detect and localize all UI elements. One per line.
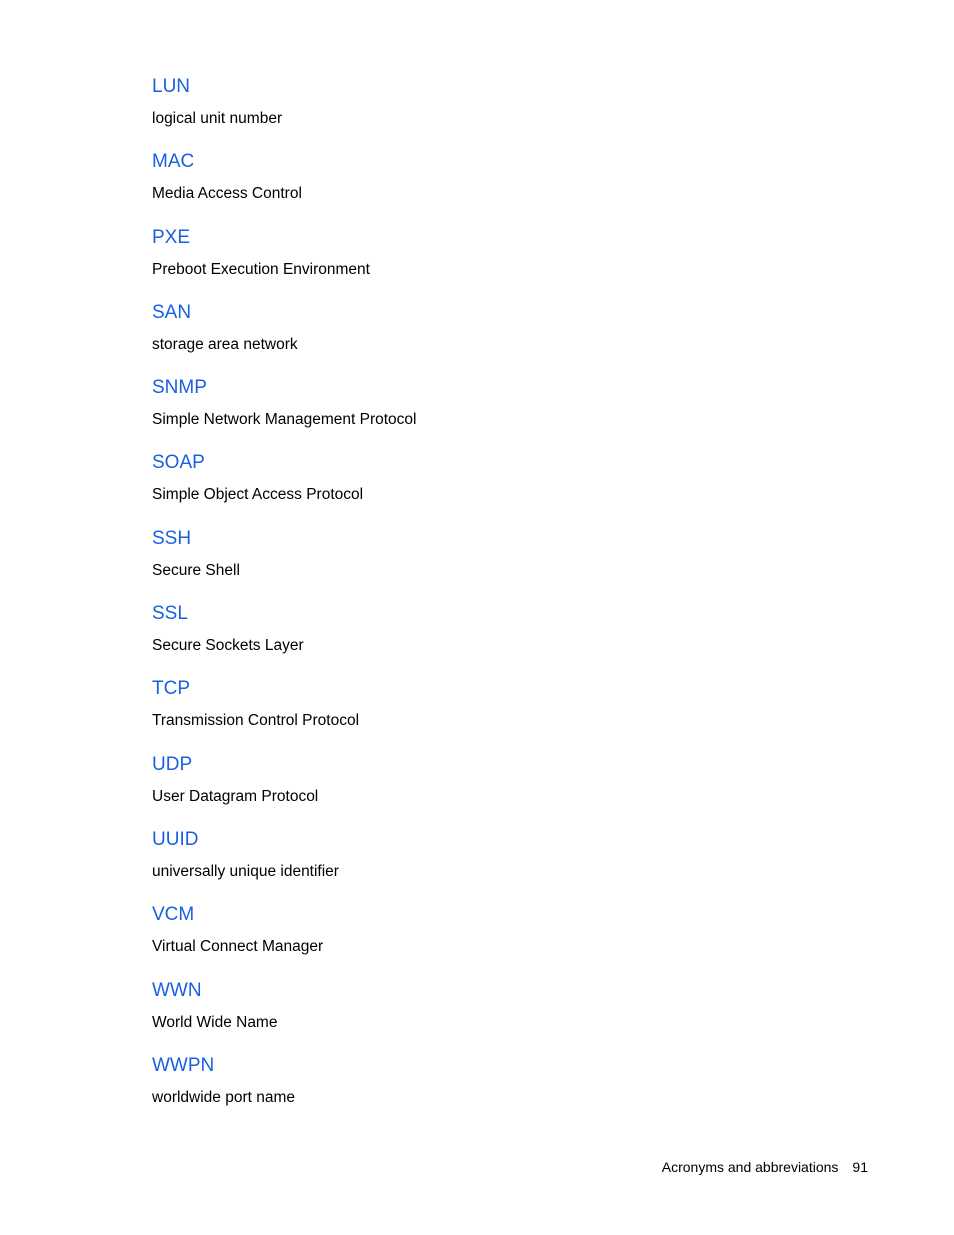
- glossary-definition: universally unique identifier: [152, 862, 339, 880]
- glossary-term-link[interactable]: SAN: [152, 301, 192, 323]
- glossary-term-link[interactable]: LUN: [152, 76, 191, 97]
- glossary-entry: [152, 752, 852, 827]
- glossary-definition: World Wide Name: [152, 1013, 278, 1031]
- glossary-entry: [152, 375, 852, 450]
- glossary-term-link[interactable]: WWN: [152, 979, 202, 1001]
- glossary-entry: [152, 74, 852, 149]
- glossary-entry: [152, 676, 852, 751]
- glossary-entry: [152, 149, 852, 224]
- page-footer: [662, 1158, 868, 1176]
- glossary-entry: [152, 827, 852, 902]
- glossary-definition: Secure Sockets Layer: [152, 637, 304, 655]
- glossary-definition: Simple Object Access Protocol: [152, 486, 364, 504]
- glossary-definition: Simple Network Management Protocol: [152, 411, 417, 429]
- glossary-definition: Secure Shell: [152, 561, 240, 579]
- glossary-definition: worldwide port name: [152, 1088, 296, 1106]
- glossary-term-link[interactable]: SOAP: [152, 452, 205, 474]
- glossary-definition: Preboot Execution Environment: [152, 260, 370, 278]
- glossary-term-link[interactable]: TCP: [152, 678, 190, 700]
- glossary-entry: [152, 450, 852, 525]
- glossary-definition: logical unit number: [152, 110, 283, 127]
- glossary-entry: [152, 300, 852, 375]
- glossary-definition: Transmission Control Protocol: [152, 712, 360, 730]
- glossary-entry: [152, 225, 852, 300]
- glossary-entry: [152, 902, 852, 977]
- glossary-term-link[interactable]: PXE: [152, 226, 191, 248]
- glossary-term-link[interactable]: SSL: [152, 603, 188, 625]
- glossary-entry: [152, 526, 852, 601]
- glossary-term-link[interactable]: SSH: [152, 527, 192, 549]
- glossary-list: [152, 74, 852, 1128]
- glossary-entry: [152, 978, 852, 1053]
- glossary-entry: [152, 1053, 852, 1128]
- glossary-term-link[interactable]: VCM: [152, 904, 195, 926]
- glossary-term-link[interactable]: UDP: [152, 753, 193, 775]
- glossary-term-link[interactable]: SNMP: [152, 377, 207, 399]
- glossary-definition: storage area network: [152, 335, 298, 353]
- glossary-definition: Media Access Control: [152, 185, 302, 203]
- page-number: 91: [852, 1159, 868, 1175]
- glossary-term-link[interactable]: MAC: [152, 151, 195, 173]
- glossary-term-link[interactable]: WWPN: [152, 1054, 215, 1076]
- glossary-term-link[interactable]: UUID: [152, 828, 199, 850]
- glossary-definition: Virtual Connect Manager: [152, 938, 324, 956]
- footer-section-title: Acronyms and abbreviations: [661, 1159, 839, 1175]
- glossary-definition: User Datagram Protocol: [152, 787, 319, 805]
- glossary-entry: [152, 601, 852, 676]
